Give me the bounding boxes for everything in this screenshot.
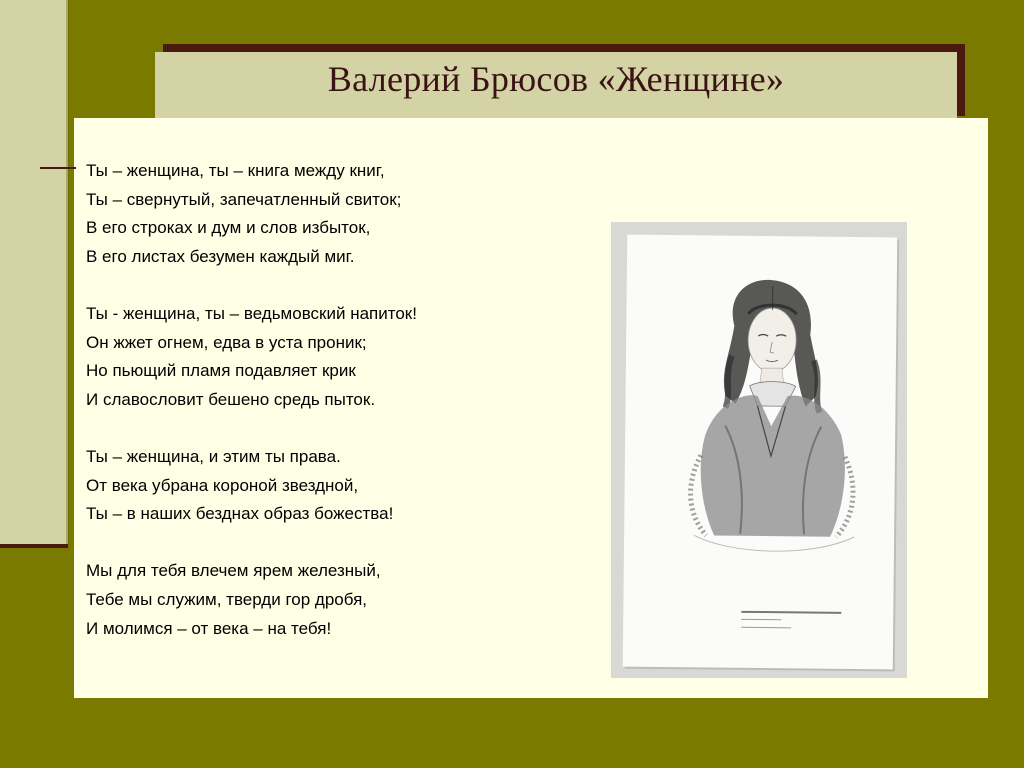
woman-portrait-illustration <box>643 255 877 597</box>
poem-line: Ты – женщина, ты – книга между книг, <box>86 161 385 180</box>
poem-line: В его листах безумен каждый миг. <box>86 246 355 266</box>
poem-line: Ты – женщина, и этим ты права. <box>86 446 341 466</box>
poem-stanza-1 <box>86 157 566 271</box>
poem-line: Ты - женщина, ты – ведьмовский напиток! <box>86 303 417 323</box>
poem-line: Но пьющий пламя подавляет крик <box>86 361 356 381</box>
left-decor-shadow <box>0 544 68 548</box>
title-panel <box>155 52 957 120</box>
portrait-page <box>623 235 898 670</box>
poem-line: И славословит бешено средь пыток. <box>86 389 376 409</box>
poem-line: Мы для тебя влечем ярем железный, <box>86 561 381 581</box>
poem-stanza-3 <box>86 443 566 529</box>
portrait-caption <box>741 608 861 633</box>
left-decor-band <box>0 0 68 546</box>
poem-stanza-2 <box>86 300 566 414</box>
poem-line: И молимся – от века – на тебя! <box>86 618 332 638</box>
poem-stanza-4 <box>86 557 566 643</box>
poem-line: Ты – свернутый, запечатленный свиток; <box>86 189 402 209</box>
left-decor-edge <box>66 0 69 546</box>
poem-line: Ты – в наших безднах образ божества! <box>86 504 394 524</box>
slide-title: Валерий Брюсов «Женщине» <box>327 59 785 99</box>
poem-line: От века убрана короной звездной, <box>86 475 359 495</box>
poem-text <box>86 157 566 643</box>
poem-line: Он жжет огнем, едва в уста проник; <box>86 332 367 352</box>
decor-dash <box>40 167 76 169</box>
poem-line: В его строках и дум и слов избыток, <box>86 218 371 238</box>
portrait-image <box>611 222 907 678</box>
poem-line: Тебе мы служим, тверди гор дробя, <box>86 589 368 609</box>
